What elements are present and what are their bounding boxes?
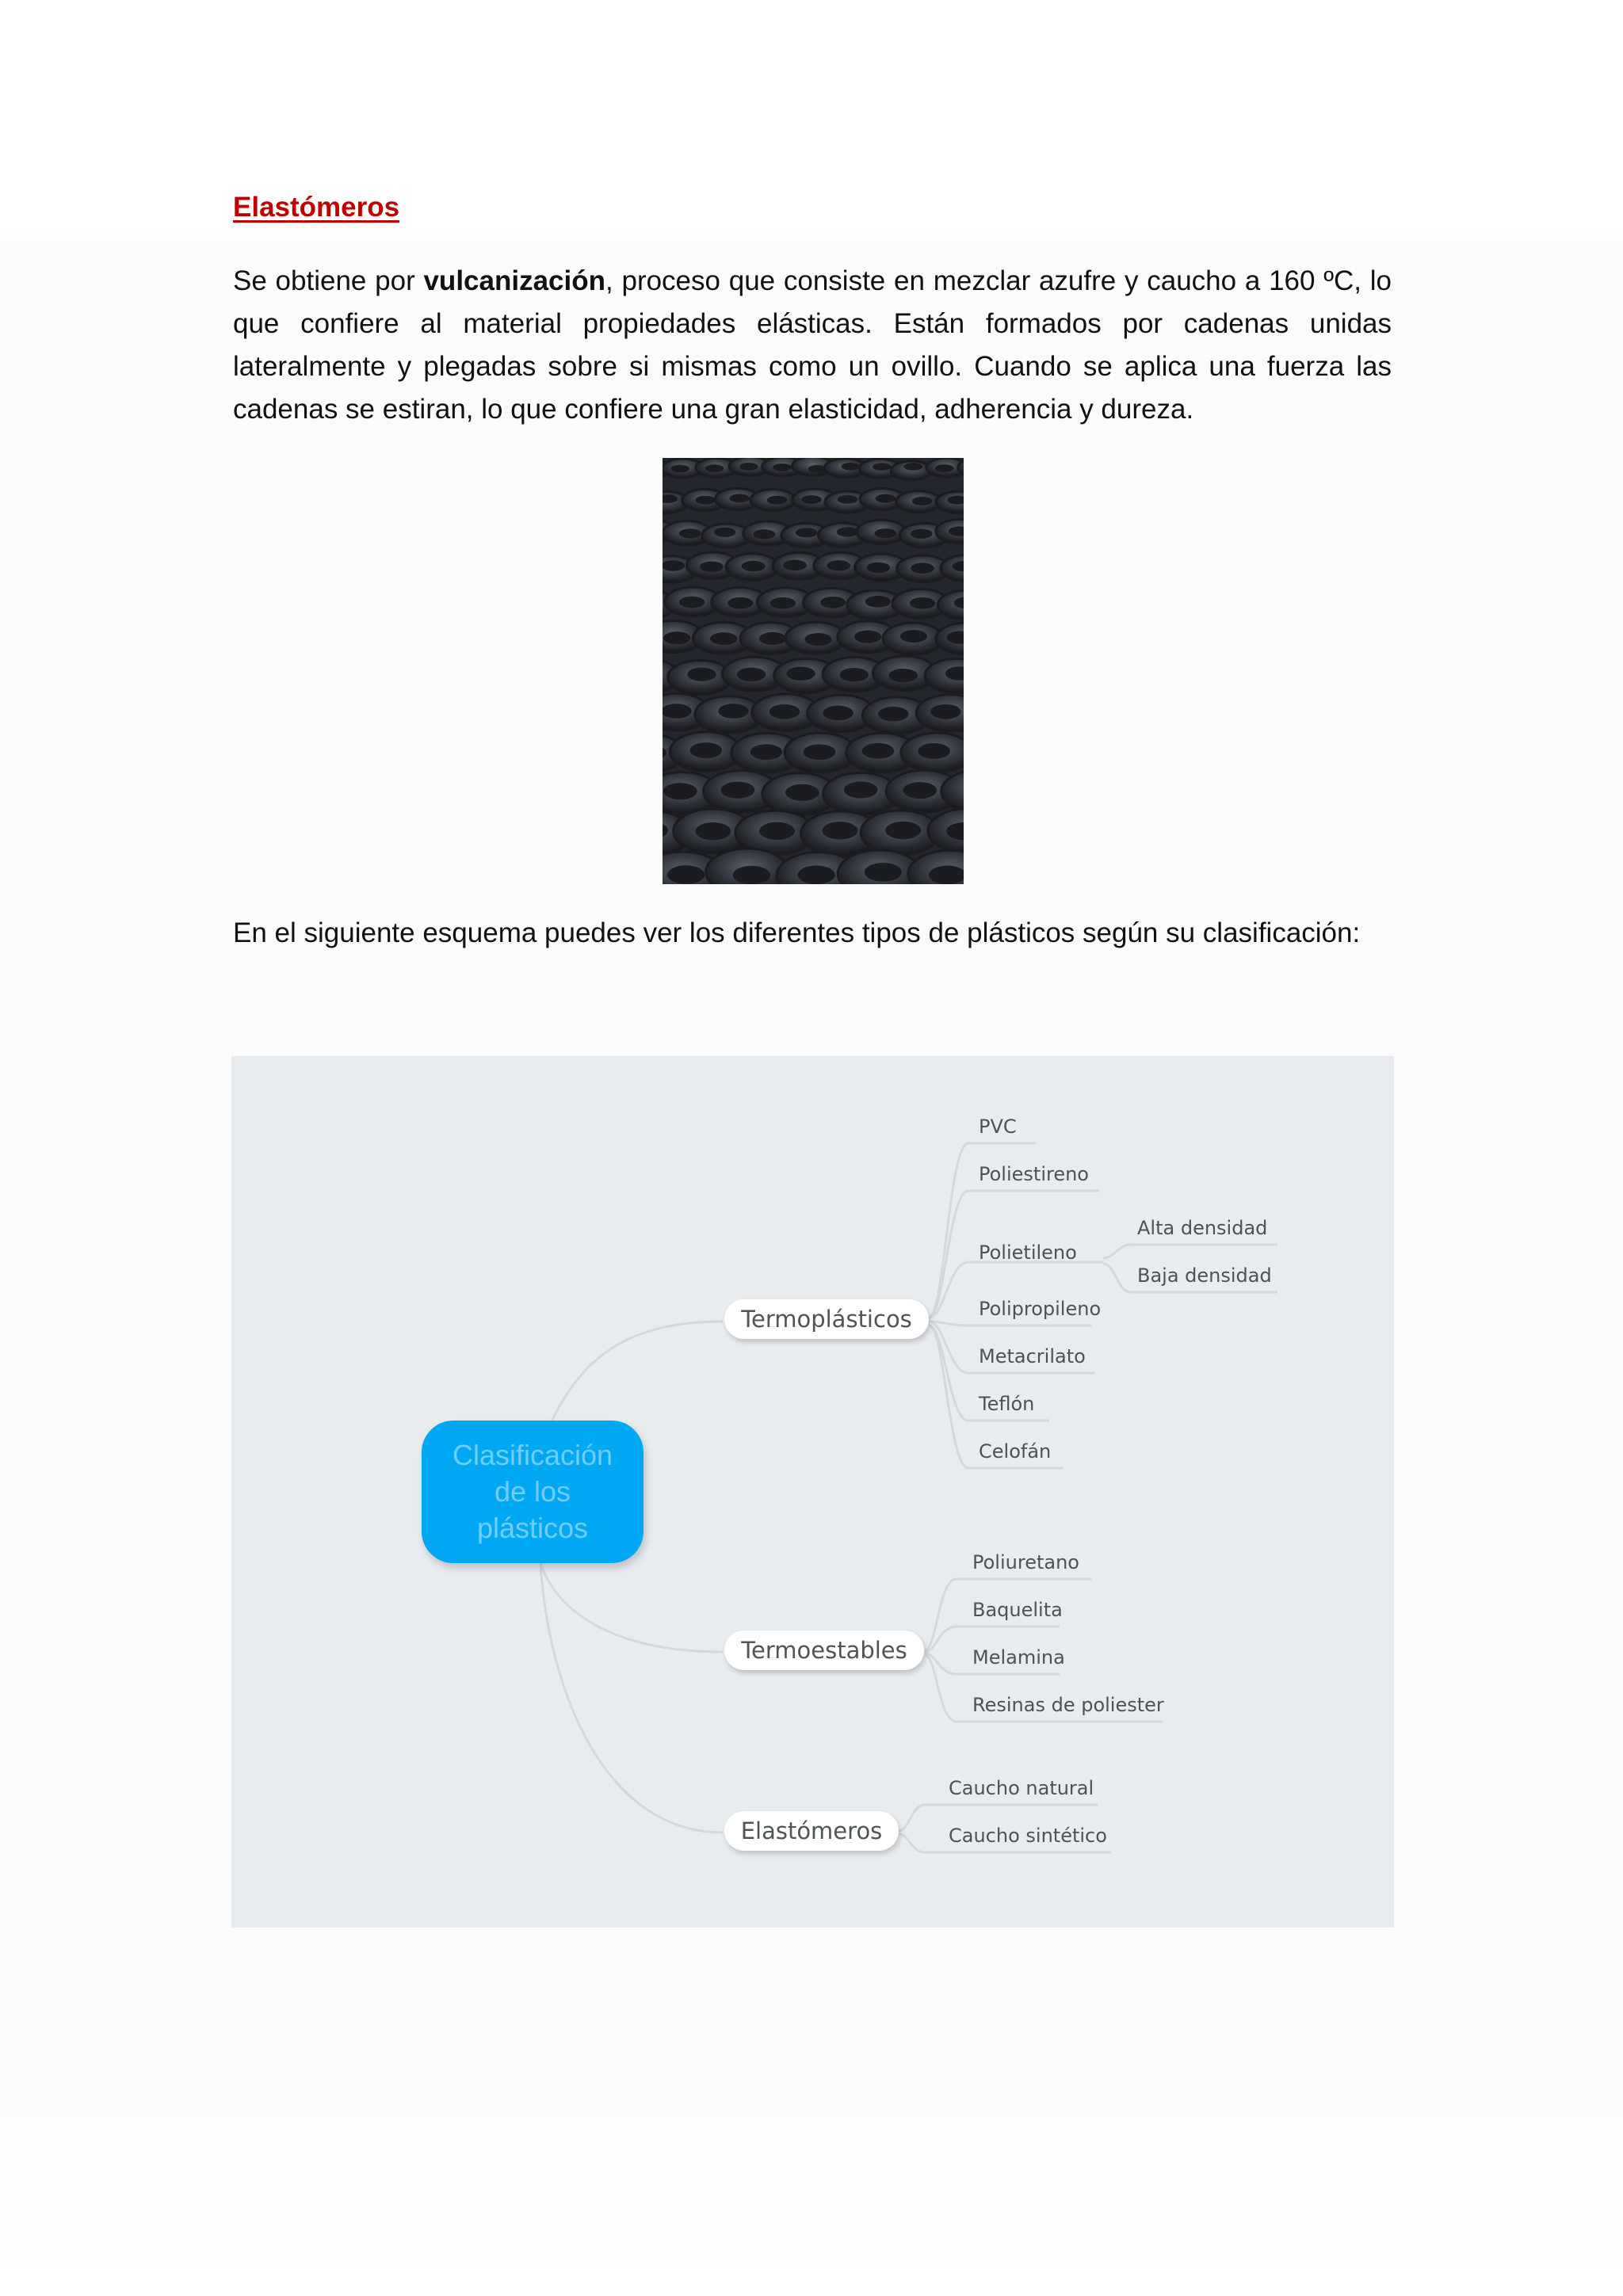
section-heading: Elastómeros — [233, 192, 400, 223]
tire-hole — [866, 563, 890, 573]
leaf-pvc: PVC — [979, 1116, 1017, 1138]
tire-hole — [798, 865, 835, 884]
tire-hole — [733, 866, 770, 884]
tire-hole — [900, 630, 927, 643]
leaf-caucho-sintetico: Caucho sintético — [949, 1825, 1107, 1847]
tire-hole — [876, 494, 896, 503]
tire-hole — [874, 528, 896, 538]
leaf-celofan: Celofán — [979, 1440, 1052, 1463]
tire-hole — [822, 822, 857, 839]
tire-hole — [739, 463, 758, 471]
tire-hole — [878, 707, 909, 722]
tire-hole — [783, 560, 807, 570]
tire-hole — [804, 744, 836, 760]
tire-hole — [679, 597, 705, 608]
tire-hole — [705, 464, 724, 472]
leaf-polietileno: Polietileno — [979, 1241, 1077, 1264]
paragraph-bold-term: vulcanización — [423, 265, 605, 296]
tire-hole — [911, 563, 934, 573]
tire-hole — [865, 596, 891, 608]
scheme-intro-text: En el siguiente esquema puedes ver los diferentes tipos de plásticos según su clasificación: — [233, 917, 1361, 948]
tire-hole — [823, 706, 854, 721]
tire-hole — [865, 863, 902, 882]
tire-hole — [786, 667, 815, 681]
branch-termoestables: Termoestables — [724, 1630, 924, 1670]
tire-hole — [737, 668, 766, 681]
leaf-baja-densidad: Baja densidad — [1137, 1264, 1272, 1287]
leaf-poliuretano: Poliuretano — [972, 1551, 1079, 1573]
tire-hole — [911, 529, 933, 539]
tire-hole — [910, 597, 935, 609]
description-paragraph — [233, 260, 1392, 431]
tire-hole — [844, 781, 878, 798]
tire-hole — [840, 668, 869, 681]
tire-hole — [801, 495, 822, 504]
tire-hole — [667, 865, 705, 884]
paragraph-rest: , proceso que consiste en mezclar azufre y caucho a 160 ºC, lo que confiere al material propiedades elásticas. Están formados por cadenas unidas lateralmente y plegadas sobre si mismas como un ovillo. Cuando se aplica una fuerza las cadenas se estiran, lo que confiere una gran elasticidad, adherencia y dureza. — [233, 265, 1392, 425]
tire-hole — [690, 742, 723, 758]
tire-hole — [904, 463, 922, 471]
leaf-polipropileno: Polipropileno — [979, 1298, 1102, 1320]
leaf-caucho-natural: Caucho natural — [949, 1777, 1094, 1799]
tire-hole — [710, 632, 737, 645]
tire-hole — [729, 494, 750, 503]
tire-hole — [785, 784, 819, 801]
tire-hole — [663, 783, 697, 799]
tire-hole — [873, 463, 891, 471]
tire-hole — [742, 561, 766, 571]
leaf-resinas-de-poliester: Resinas de poliester — [972, 1694, 1164, 1716]
tire-hole — [918, 743, 950, 759]
tire-hole — [854, 631, 881, 643]
tire-hole — [759, 822, 795, 840]
tire-hole — [935, 464, 953, 472]
tires-photo — [663, 458, 964, 884]
tire-hole — [773, 463, 791, 471]
tire-hole — [714, 528, 736, 537]
tire-hole — [700, 562, 724, 572]
paragraph-prefix: Se obtiene por — [233, 265, 424, 296]
tire-hole — [679, 528, 701, 538]
tire-hole — [889, 669, 918, 682]
tire-hole — [912, 497, 933, 505]
tire-hole — [930, 704, 961, 719]
tire-hole — [885, 822, 921, 839]
plastics-mindmap — [231, 1056, 1394, 1928]
tire-hole — [759, 632, 786, 645]
mindmap-connectors — [231, 1056, 1394, 1928]
tire-hole — [769, 704, 800, 719]
leaf-alta-densidad: Alta densidad — [1137, 1217, 1268, 1239]
tire-hole — [827, 560, 850, 570]
leaf-melamina: Melamina — [972, 1646, 1065, 1669]
branch-elastomeros: Elastómeros — [724, 1811, 899, 1851]
tire-hole — [671, 465, 689, 473]
tire-hole — [862, 743, 895, 759]
mindmap-root-node — [422, 1421, 643, 1563]
tire-hole — [695, 822, 731, 840]
tire-hole — [770, 597, 796, 609]
branch-termoplasticos: Termoplásticos — [724, 1299, 929, 1339]
tire-hole — [820, 597, 846, 608]
tire-hole — [842, 463, 860, 471]
tire-hole — [721, 782, 755, 799]
tire-hole — [695, 496, 716, 505]
tire-hole — [804, 633, 831, 646]
tire-hole — [838, 495, 858, 504]
tire-hole — [754, 529, 776, 539]
leaf-poliestireno: Poliestireno — [979, 1163, 1089, 1185]
tire-hole — [767, 496, 788, 505]
tire-hole — [837, 527, 859, 536]
tire-hole — [718, 704, 749, 719]
tire-hole — [796, 528, 818, 537]
tire-hole — [663, 631, 690, 644]
leaf-baquelita: Baquelita — [972, 1599, 1063, 1621]
tire-hole — [750, 744, 783, 760]
mindmap-root-label: Clasificación de los plásticos — [452, 1439, 613, 1544]
leaf-metacrilato: Metacrilato — [979, 1345, 1086, 1367]
tires-illustration — [663, 458, 964, 884]
leaf-teflon: Teflón — [979, 1393, 1035, 1415]
tire-hole — [903, 782, 937, 799]
tire-hole — [727, 597, 753, 609]
tire-hole — [687, 668, 716, 681]
